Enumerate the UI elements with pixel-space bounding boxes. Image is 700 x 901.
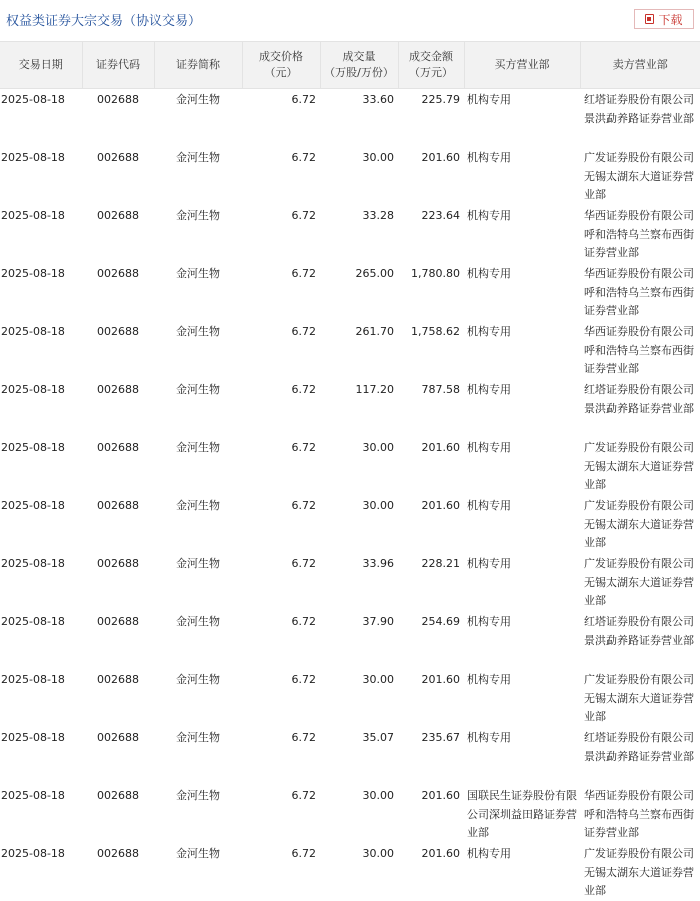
- cell-buyer: [464, 785, 580, 843]
- col-header-seller: 卖方营业部: [580, 42, 700, 89]
- cell-date-text: 2025-08-18: [1, 845, 80, 899]
- cell-volume: [320, 843, 398, 901]
- cell-date-text: 2025-08-18: [1, 265, 80, 319]
- cell-date: [0, 147, 82, 205]
- cell-code-text: 002688: [84, 439, 152, 493]
- cell-date-text: 2025-08-18: [1, 787, 80, 841]
- cell-price-text: 6.72: [244, 439, 316, 493]
- excel-file-icon: [645, 14, 654, 24]
- cell-date-text: 2025-08-18: [1, 323, 80, 377]
- cell-seller: [580, 205, 700, 263]
- cell-buyer: [464, 147, 580, 205]
- cell-price: [242, 321, 320, 379]
- cell-amount-text: 201.60: [400, 149, 460, 203]
- cell-seller: [580, 321, 700, 379]
- cell-price-text: 6.72: [244, 787, 316, 841]
- cell-volume: [320, 611, 398, 669]
- cell-price: [242, 843, 320, 901]
- cell-code: [82, 437, 154, 495]
- cell-date: [0, 437, 82, 495]
- cell-date-text: 2025-08-18: [1, 671, 80, 725]
- cell-amount-text: 235.67: [400, 729, 460, 783]
- cell-price-text: 6.72: [244, 729, 316, 783]
- cell-name-text: 金河生物: [156, 381, 240, 435]
- cell-code-text: 002688: [84, 323, 152, 377]
- cell-name-text: 金河生物: [156, 497, 240, 551]
- cell-price: [242, 611, 320, 669]
- cell-seller-text: 华西证券股份有限公司呼和浩特乌兰察布西街证券营业部: [584, 207, 698, 261]
- cell-code-text: 002688: [84, 787, 152, 841]
- cell-date: [0, 785, 82, 843]
- cell-volume-text: 117.20: [322, 381, 394, 435]
- cell-code: [82, 263, 154, 321]
- cell-date: [0, 553, 82, 611]
- cell-name: [154, 495, 242, 553]
- cell-volume: [320, 553, 398, 611]
- table-row: [0, 553, 700, 611]
- cell-price: [242, 437, 320, 495]
- cell-seller: [580, 553, 700, 611]
- cell-name: [154, 727, 242, 785]
- cell-seller: [580, 263, 700, 321]
- cell-buyer-text: 机构专用: [467, 555, 578, 609]
- cell-volume: [320, 727, 398, 785]
- table-header-row: [0, 42, 700, 89]
- col-header-name: 证券简称: [154, 42, 242, 89]
- cell-name: [154, 89, 242, 148]
- col-header-price: 成交价格 （元）: [242, 42, 320, 89]
- cell-price: [242, 727, 320, 785]
- cell-name: [154, 553, 242, 611]
- col-header-date: 交易日期: [0, 42, 82, 89]
- cell-seller: [580, 89, 700, 148]
- cell-amount-text: 228.21: [400, 555, 460, 609]
- cell-code-text: 002688: [84, 555, 152, 609]
- cell-seller-text: 华西证券股份有限公司呼和浩特乌兰察布西街证券营业部: [584, 323, 698, 377]
- cell-volume-text: 33.60: [322, 91, 394, 145]
- cell-amount-text: 225.79: [400, 91, 460, 145]
- download-label: 下载: [658, 11, 682, 28]
- table-row: [0, 89, 700, 148]
- cell-seller-text: 广发证券股份有限公司无锡太湖东大道证券营业部: [584, 439, 698, 493]
- cell-name-text: 金河生物: [156, 787, 240, 841]
- cell-name-text: 金河生物: [156, 729, 240, 783]
- cell-price: [242, 263, 320, 321]
- cell-amount: [398, 843, 464, 901]
- cell-code-text: 002688: [84, 845, 152, 899]
- cell-seller-text: 红塔证券股份有限公司景洪勐养路证券营业部: [584, 613, 698, 667]
- cell-date-text: 2025-08-18: [1, 149, 80, 203]
- cell-price-text: 6.72: [244, 845, 316, 899]
- cell-amount: [398, 147, 464, 205]
- cell-date: [0, 669, 82, 727]
- cell-code-text: 002688: [84, 207, 152, 261]
- cell-volume: [320, 147, 398, 205]
- cell-amount-text: 201.60: [400, 671, 460, 725]
- table-row: [0, 611, 700, 669]
- cell-date: [0, 843, 82, 901]
- cell-price: [242, 553, 320, 611]
- cell-volume: [320, 495, 398, 553]
- cell-name: [154, 263, 242, 321]
- cell-volume-text: 265.00: [322, 265, 394, 319]
- cell-buyer: [464, 843, 580, 901]
- cell-code: [82, 321, 154, 379]
- cell-name: [154, 843, 242, 901]
- cell-amount-text: 1,780.80: [400, 265, 460, 319]
- cell-seller-text: 华西证券股份有限公司呼和浩特乌兰察布西街证券营业部: [584, 265, 698, 319]
- cell-name: [154, 669, 242, 727]
- cell-code-text: 002688: [84, 381, 152, 435]
- cell-amount: [398, 495, 464, 553]
- cell-price-text: 6.72: [244, 91, 316, 145]
- cell-amount-text: 201.60: [400, 787, 460, 841]
- cell-buyer-text: 机构专用: [467, 149, 578, 203]
- cell-amount: [398, 205, 464, 263]
- cell-name: [154, 379, 242, 437]
- cell-amount: [398, 553, 464, 611]
- cell-date: [0, 611, 82, 669]
- cell-code: [82, 611, 154, 669]
- col-header-amount: 成交金额 （万元）: [398, 42, 464, 89]
- cell-volume-text: 30.00: [322, 787, 394, 841]
- cell-amount: [398, 321, 464, 379]
- cell-amount-text: 254.69: [400, 613, 460, 667]
- cell-name-text: 金河生物: [156, 265, 240, 319]
- cell-date: [0, 727, 82, 785]
- cell-code-text: 002688: [84, 265, 152, 319]
- cell-name-text: 金河生物: [156, 845, 240, 899]
- cell-name: [154, 147, 242, 205]
- cell-volume: [320, 669, 398, 727]
- table-row: [0, 727, 700, 785]
- cell-volume-text: 30.00: [322, 439, 394, 493]
- cell-price: [242, 379, 320, 437]
- cell-seller-text: 华西证券股份有限公司呼和浩特乌兰察布西街证券营业部: [584, 787, 698, 841]
- col-header-volume: 成交量 （万股/万份）: [320, 42, 398, 89]
- cell-code-text: 002688: [84, 149, 152, 203]
- cell-code: [82, 205, 154, 263]
- cell-buyer: [464, 437, 580, 495]
- cell-volume: [320, 263, 398, 321]
- cell-price-text: 6.72: [244, 671, 316, 725]
- cell-price-text: 6.72: [244, 555, 316, 609]
- cell-name-text: 金河生物: [156, 91, 240, 145]
- cell-volume: [320, 785, 398, 843]
- col-header-code: 证券代码: [82, 42, 154, 89]
- cell-code-text: 002688: [84, 497, 152, 551]
- cell-price-text: 6.72: [244, 265, 316, 319]
- cell-price: [242, 147, 320, 205]
- cell-buyer-text: 机构专用: [467, 497, 578, 551]
- cell-date: [0, 89, 82, 148]
- cell-volume-text: 30.00: [322, 149, 394, 203]
- cell-date: [0, 205, 82, 263]
- cell-buyer-text: 机构专用: [467, 323, 578, 377]
- cell-name-text: 金河生物: [156, 555, 240, 609]
- cell-seller: [580, 669, 700, 727]
- cell-buyer: [464, 553, 580, 611]
- cell-amount: [398, 379, 464, 437]
- cell-seller-text: 广发证券股份有限公司无锡太湖东大道证券营业部: [584, 555, 698, 609]
- cell-seller-text: 广发证券股份有限公司无锡太湖东大道证券营业部: [584, 845, 698, 899]
- cell-amount-text: 201.60: [400, 439, 460, 493]
- cell-buyer: [464, 89, 580, 148]
- cell-seller: [580, 437, 700, 495]
- cell-buyer-text: 机构专用: [467, 845, 578, 899]
- cell-volume: [320, 379, 398, 437]
- cell-volume: [320, 89, 398, 148]
- cell-name-text: 金河生物: [156, 323, 240, 377]
- cell-price: [242, 205, 320, 263]
- cell-buyer: [464, 379, 580, 437]
- cell-date-text: 2025-08-18: [1, 381, 80, 435]
- cell-price: [242, 89, 320, 148]
- cell-code-text: 002688: [84, 91, 152, 145]
- cell-name-text: 金河生物: [156, 671, 240, 725]
- cell-seller-text: 红塔证券股份有限公司景洪勐养路证券营业部: [584, 91, 698, 145]
- cell-seller: [580, 495, 700, 553]
- cell-date: [0, 379, 82, 437]
- cell-seller-text: 广发证券股份有限公司无锡太湖东大道证券营业部: [584, 497, 698, 551]
- cell-code-text: 002688: [84, 729, 152, 783]
- cell-amount-text: 787.58: [400, 381, 460, 435]
- cell-price-text: 6.72: [244, 207, 316, 261]
- cell-buyer: [464, 495, 580, 553]
- cell-code-text: 002688: [84, 613, 152, 667]
- cell-volume: [320, 321, 398, 379]
- cell-date-text: 2025-08-18: [1, 91, 80, 145]
- cell-seller-text: 红塔证券股份有限公司景洪勐养路证券营业部: [584, 381, 698, 435]
- cell-date-text: 2025-08-18: [1, 729, 80, 783]
- cell-buyer: [464, 205, 580, 263]
- cell-volume-text: 37.90: [322, 613, 394, 667]
- cell-code: [82, 553, 154, 611]
- cell-volume-text: 30.00: [322, 845, 394, 899]
- cell-volume-text: 30.00: [322, 671, 394, 725]
- cell-name-text: 金河生物: [156, 613, 240, 667]
- cell-name: [154, 205, 242, 263]
- table-row: [0, 785, 700, 843]
- cell-date-text: 2025-08-18: [1, 555, 80, 609]
- cell-date-text: 2025-08-18: [1, 613, 80, 667]
- cell-name: [154, 611, 242, 669]
- cell-seller-text: 广发证券股份有限公司无锡太湖东大道证券营业部: [584, 671, 698, 725]
- cell-price: [242, 495, 320, 553]
- cell-volume: [320, 437, 398, 495]
- cell-amount: [398, 611, 464, 669]
- cell-buyer-text: 机构专用: [467, 207, 578, 261]
- download-button[interactable]: [634, 9, 694, 29]
- block-trade-table: [0, 41, 700, 901]
- table-row: [0, 263, 700, 321]
- cell-name-text: 金河生物: [156, 149, 240, 203]
- cell-code-text: 002688: [84, 671, 152, 725]
- cell-amount: [398, 669, 464, 727]
- cell-date: [0, 321, 82, 379]
- cell-name-text: 金河生物: [156, 207, 240, 261]
- page-header: [0, 0, 700, 38]
- cell-date-text: 2025-08-18: [1, 497, 80, 551]
- cell-amount: [398, 263, 464, 321]
- cell-volume-text: 33.96: [322, 555, 394, 609]
- cell-price-text: 6.72: [244, 323, 316, 377]
- cell-code: [82, 379, 154, 437]
- cell-code: [82, 495, 154, 553]
- cell-name-text: 金河生物: [156, 439, 240, 493]
- cell-seller-text: 红塔证券股份有限公司景洪勐养路证券营业部: [584, 729, 698, 783]
- cell-volume-text: 33.28: [322, 207, 394, 261]
- cell-buyer-text: 机构专用: [467, 265, 578, 319]
- cell-date-text: 2025-08-18: [1, 439, 80, 493]
- cell-amount-text: 201.60: [400, 497, 460, 551]
- cell-buyer: [464, 669, 580, 727]
- cell-amount: [398, 727, 464, 785]
- cell-buyer: [464, 321, 580, 379]
- table-row: [0, 147, 700, 205]
- cell-amount-text: 201.60: [400, 845, 460, 899]
- cell-code: [82, 669, 154, 727]
- cell-buyer-text: 机构专用: [467, 91, 578, 145]
- cell-amount-text: 1,758.62: [400, 323, 460, 377]
- cell-seller: [580, 379, 700, 437]
- cell-volume-text: 30.00: [322, 497, 394, 551]
- cell-name: [154, 321, 242, 379]
- cell-price: [242, 669, 320, 727]
- cell-seller: [580, 611, 700, 669]
- table-body: [0, 89, 700, 901]
- table-row: [0, 321, 700, 379]
- cell-seller: [580, 785, 700, 843]
- cell-buyer-text: 国联民生证券股份有限公司深圳益田路证券营业部: [467, 787, 578, 841]
- cell-price-text: 6.72: [244, 149, 316, 203]
- cell-code: [82, 89, 154, 148]
- cell-volume: [320, 205, 398, 263]
- cell-date: [0, 495, 82, 553]
- page-title: 权益类证券大宗交易（协议交易）: [6, 10, 201, 29]
- cell-buyer-text: 机构专用: [467, 613, 578, 667]
- cell-price-text: 6.72: [244, 381, 316, 435]
- cell-code: [82, 843, 154, 901]
- cell-buyer-text: 机构专用: [467, 671, 578, 725]
- cell-price-text: 6.72: [244, 613, 316, 667]
- table-row: [0, 495, 700, 553]
- cell-buyer-text: 机构专用: [467, 729, 578, 783]
- cell-buyer-text: 机构专用: [467, 381, 578, 435]
- cell-seller-text: 广发证券股份有限公司无锡太湖东大道证券营业部: [584, 149, 698, 203]
- table-row: [0, 437, 700, 495]
- cell-amount: [398, 89, 464, 148]
- cell-volume-text: 35.07: [322, 729, 394, 783]
- cell-price-text: 6.72: [244, 497, 316, 551]
- cell-seller: [580, 727, 700, 785]
- cell-seller: [580, 843, 700, 901]
- cell-code: [82, 147, 154, 205]
- table-row: [0, 205, 700, 263]
- cell-date-text: 2025-08-18: [1, 207, 80, 261]
- cell-seller: [580, 147, 700, 205]
- cell-buyer: [464, 263, 580, 321]
- cell-buyer: [464, 727, 580, 785]
- cell-amount: [398, 785, 464, 843]
- cell-date: [0, 263, 82, 321]
- cell-code: [82, 785, 154, 843]
- table-row: [0, 843, 700, 901]
- cell-buyer-text: 机构专用: [467, 439, 578, 493]
- cell-buyer: [464, 611, 580, 669]
- col-header-buyer: 买方营业部: [464, 42, 580, 89]
- cell-price: [242, 785, 320, 843]
- cell-amount-text: 223.64: [400, 207, 460, 261]
- cell-code: [82, 727, 154, 785]
- cell-volume-text: 261.70: [322, 323, 394, 377]
- cell-name: [154, 437, 242, 495]
- cell-name: [154, 785, 242, 843]
- table-row: [0, 669, 700, 727]
- cell-amount: [398, 437, 464, 495]
- table-row: [0, 379, 700, 437]
